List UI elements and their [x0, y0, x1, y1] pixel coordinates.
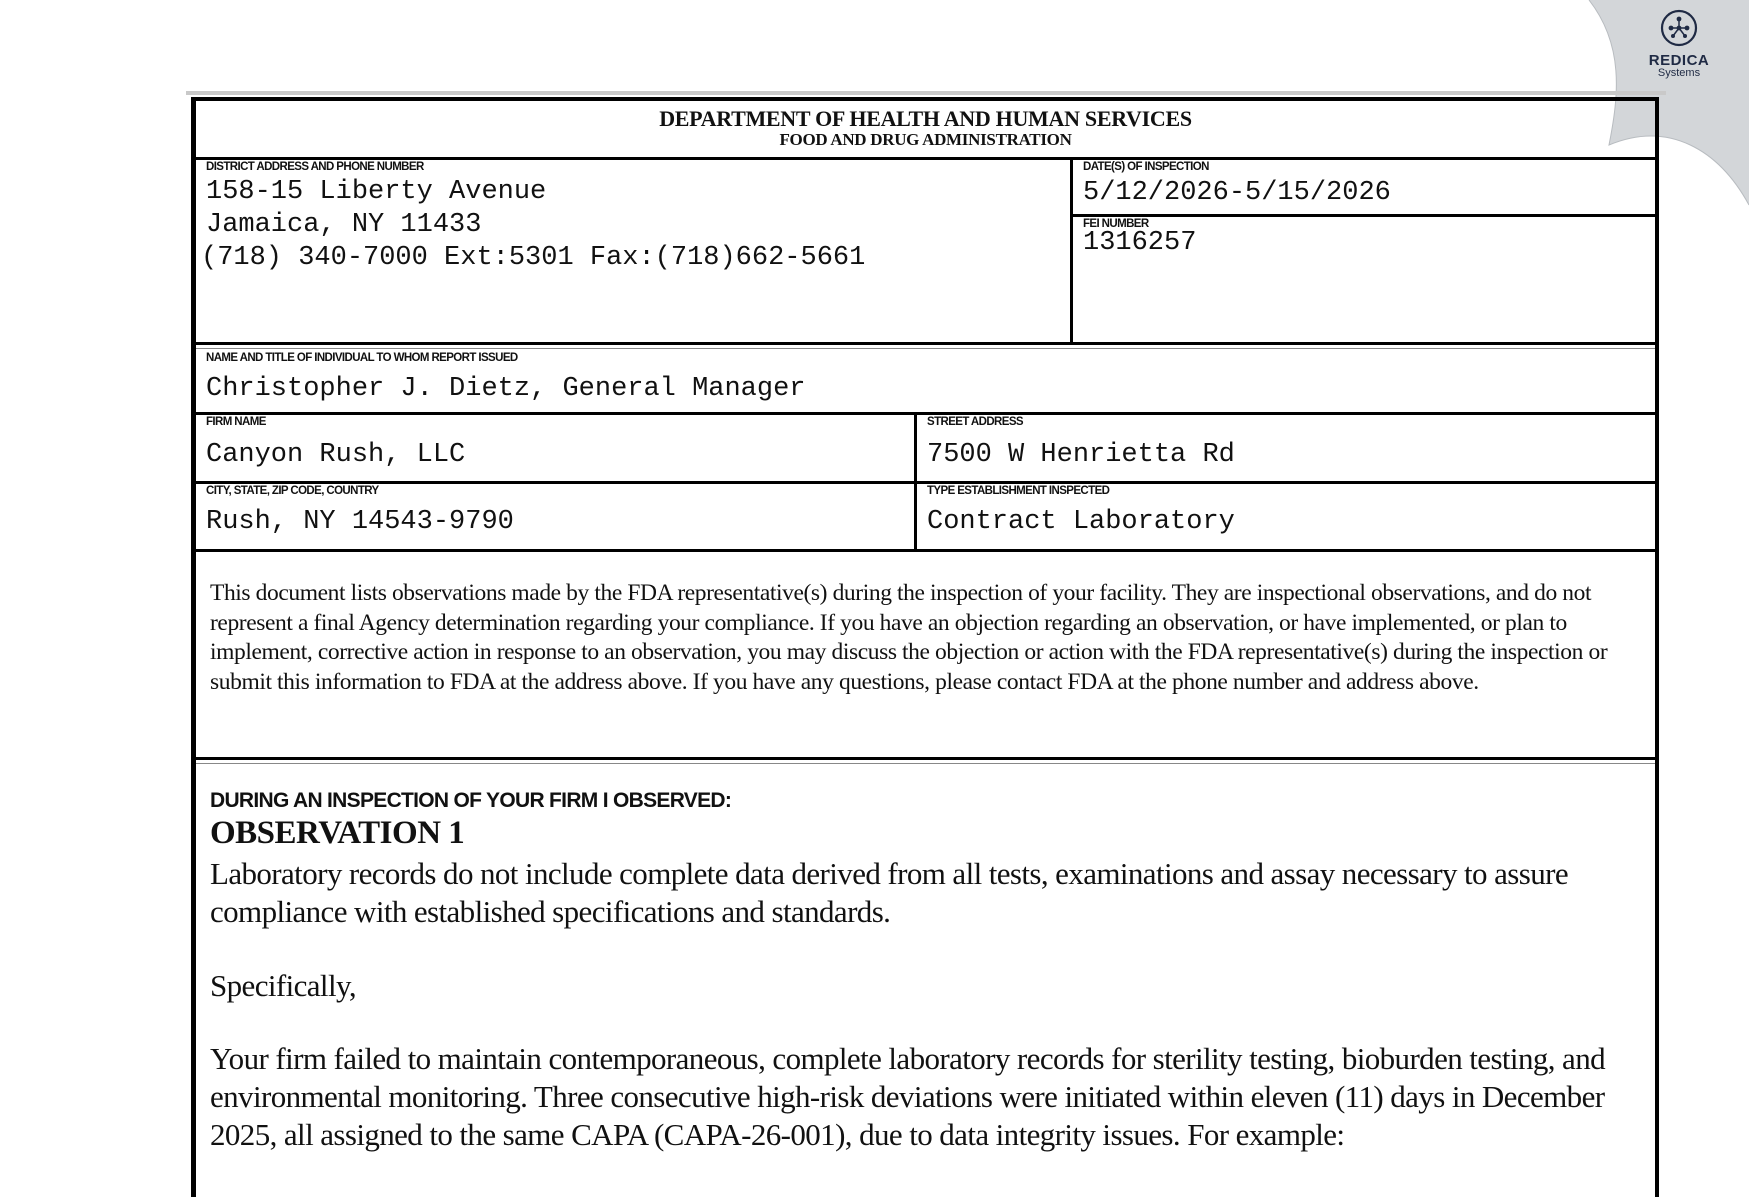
form-top-shadow — [186, 91, 1666, 95]
district-address-label: DISTRICT ADDRESS AND PHONE NUMBER — [206, 161, 424, 173]
fei-number-value: 1316257 — [1083, 228, 1197, 258]
street-address-cell — [917, 415, 1655, 481]
firm-name-label: FIRM NAME — [206, 416, 266, 428]
disclaimer-text: This document lists observations made by the FDA representative(s) during the inspection of your facility. They are inspectional observations, and do not represent a final Agency determination regarding your compliance. If you have an objection regarding an observation, or have implemented, or plan to implement, corrective action in response to an observation, you may discuss the objection or action with the FDA representative(s) during the inspection or submit this information to FDA at the address above. If you have any questions, please contact FDA at the phone number and address above. — [210, 580, 1608, 695]
firm-name-cell — [196, 415, 916, 481]
fda-483-form — [191, 97, 1659, 1197]
inspection-dates-cell — [1073, 160, 1655, 215]
redica-logo — [1629, 8, 1729, 79]
divider — [196, 757, 1655, 760]
inspection-dates-value: 5/12/2026-5/15/2026 — [1083, 178, 1391, 208]
city-label: CITY, STATE, ZIP CODE, COUNTRY — [206, 485, 379, 497]
brand-name: REDICA — [1648, 52, 1710, 69]
observation-title: OBSERVATION 1 — [210, 815, 465, 851]
city-cell — [196, 484, 916, 550]
individual-label: NAME AND TITLE OF INDIVIDUAL TO WHOM REPORT ISSUED — [206, 352, 518, 364]
divider — [196, 342, 1655, 345]
district-address-line1: 158-15 Liberty Avenue — [206, 177, 547, 207]
district-address-line2: Jamaica, NY 11433 — [206, 210, 482, 240]
inspection-dates-label: DATE(S) OF INSPECTION — [1083, 161, 1209, 173]
establishment-cell — [917, 484, 1655, 550]
establishment-label: TYPE ESTABLISHMENT INSPECTED — [927, 485, 1110, 497]
street-address-label: STREET ADDRESS — [927, 416, 1023, 428]
observation-detail: Your firm failed to maintain contemporaneous, complete laboratory records for sterility testing, bioburden testing, and environmental monitoring. Three consecutive high-risk deviations were initiated within eleven (11) days in December 2025, all assigned to the same CAPA (CAPA-26-001), due to data integrity issues. For example: — [210, 1041, 1606, 1152]
fei-number-label: FEI NUMBER — [1083, 218, 1149, 230]
firm-name-value: Canyon Rush, LLC — [206, 440, 466, 470]
specifically-label: Specifically, — [210, 968, 356, 1003]
divider — [196, 549, 1655, 552]
district-address-cell — [196, 160, 1073, 342]
fei-number-cell — [1073, 217, 1655, 342]
individual-cell — [196, 351, 1655, 411]
city-value: Rush, NY 14543-9790 — [206, 507, 514, 537]
establishment-value: Contract Laboratory — [927, 507, 1235, 537]
network-tree-icon — [1659, 8, 1699, 48]
divider — [196, 348, 1655, 349]
street-address-value: 7500 W Henrietta Rd — [927, 440, 1235, 470]
divider — [196, 763, 1655, 764]
individual-value: Christopher J. Dietz, General Manager — [206, 374, 806, 404]
department-title: DEPARTMENT OF HEALTH AND HUMAN SERVICES — [659, 106, 1192, 131]
observation-statement: Laboratory records do not include complete data derived from all tests, examinations and assay necessary to assure compliance with established specifications and standards. — [210, 856, 1568, 929]
brand-subtitle: Systems — [1657, 67, 1701, 79]
agency-title: FOOD AND DRUG ADMINISTRATION — [779, 130, 1072, 149]
observations-intro: DURING AN INSPECTION OF YOUR FIRM I OBSERVED: — [210, 789, 732, 812]
form-header — [196, 101, 1655, 160]
district-phone: (718) 340-7000 Ext:5301 Fax:(718)662-5661 — [201, 243, 866, 273]
